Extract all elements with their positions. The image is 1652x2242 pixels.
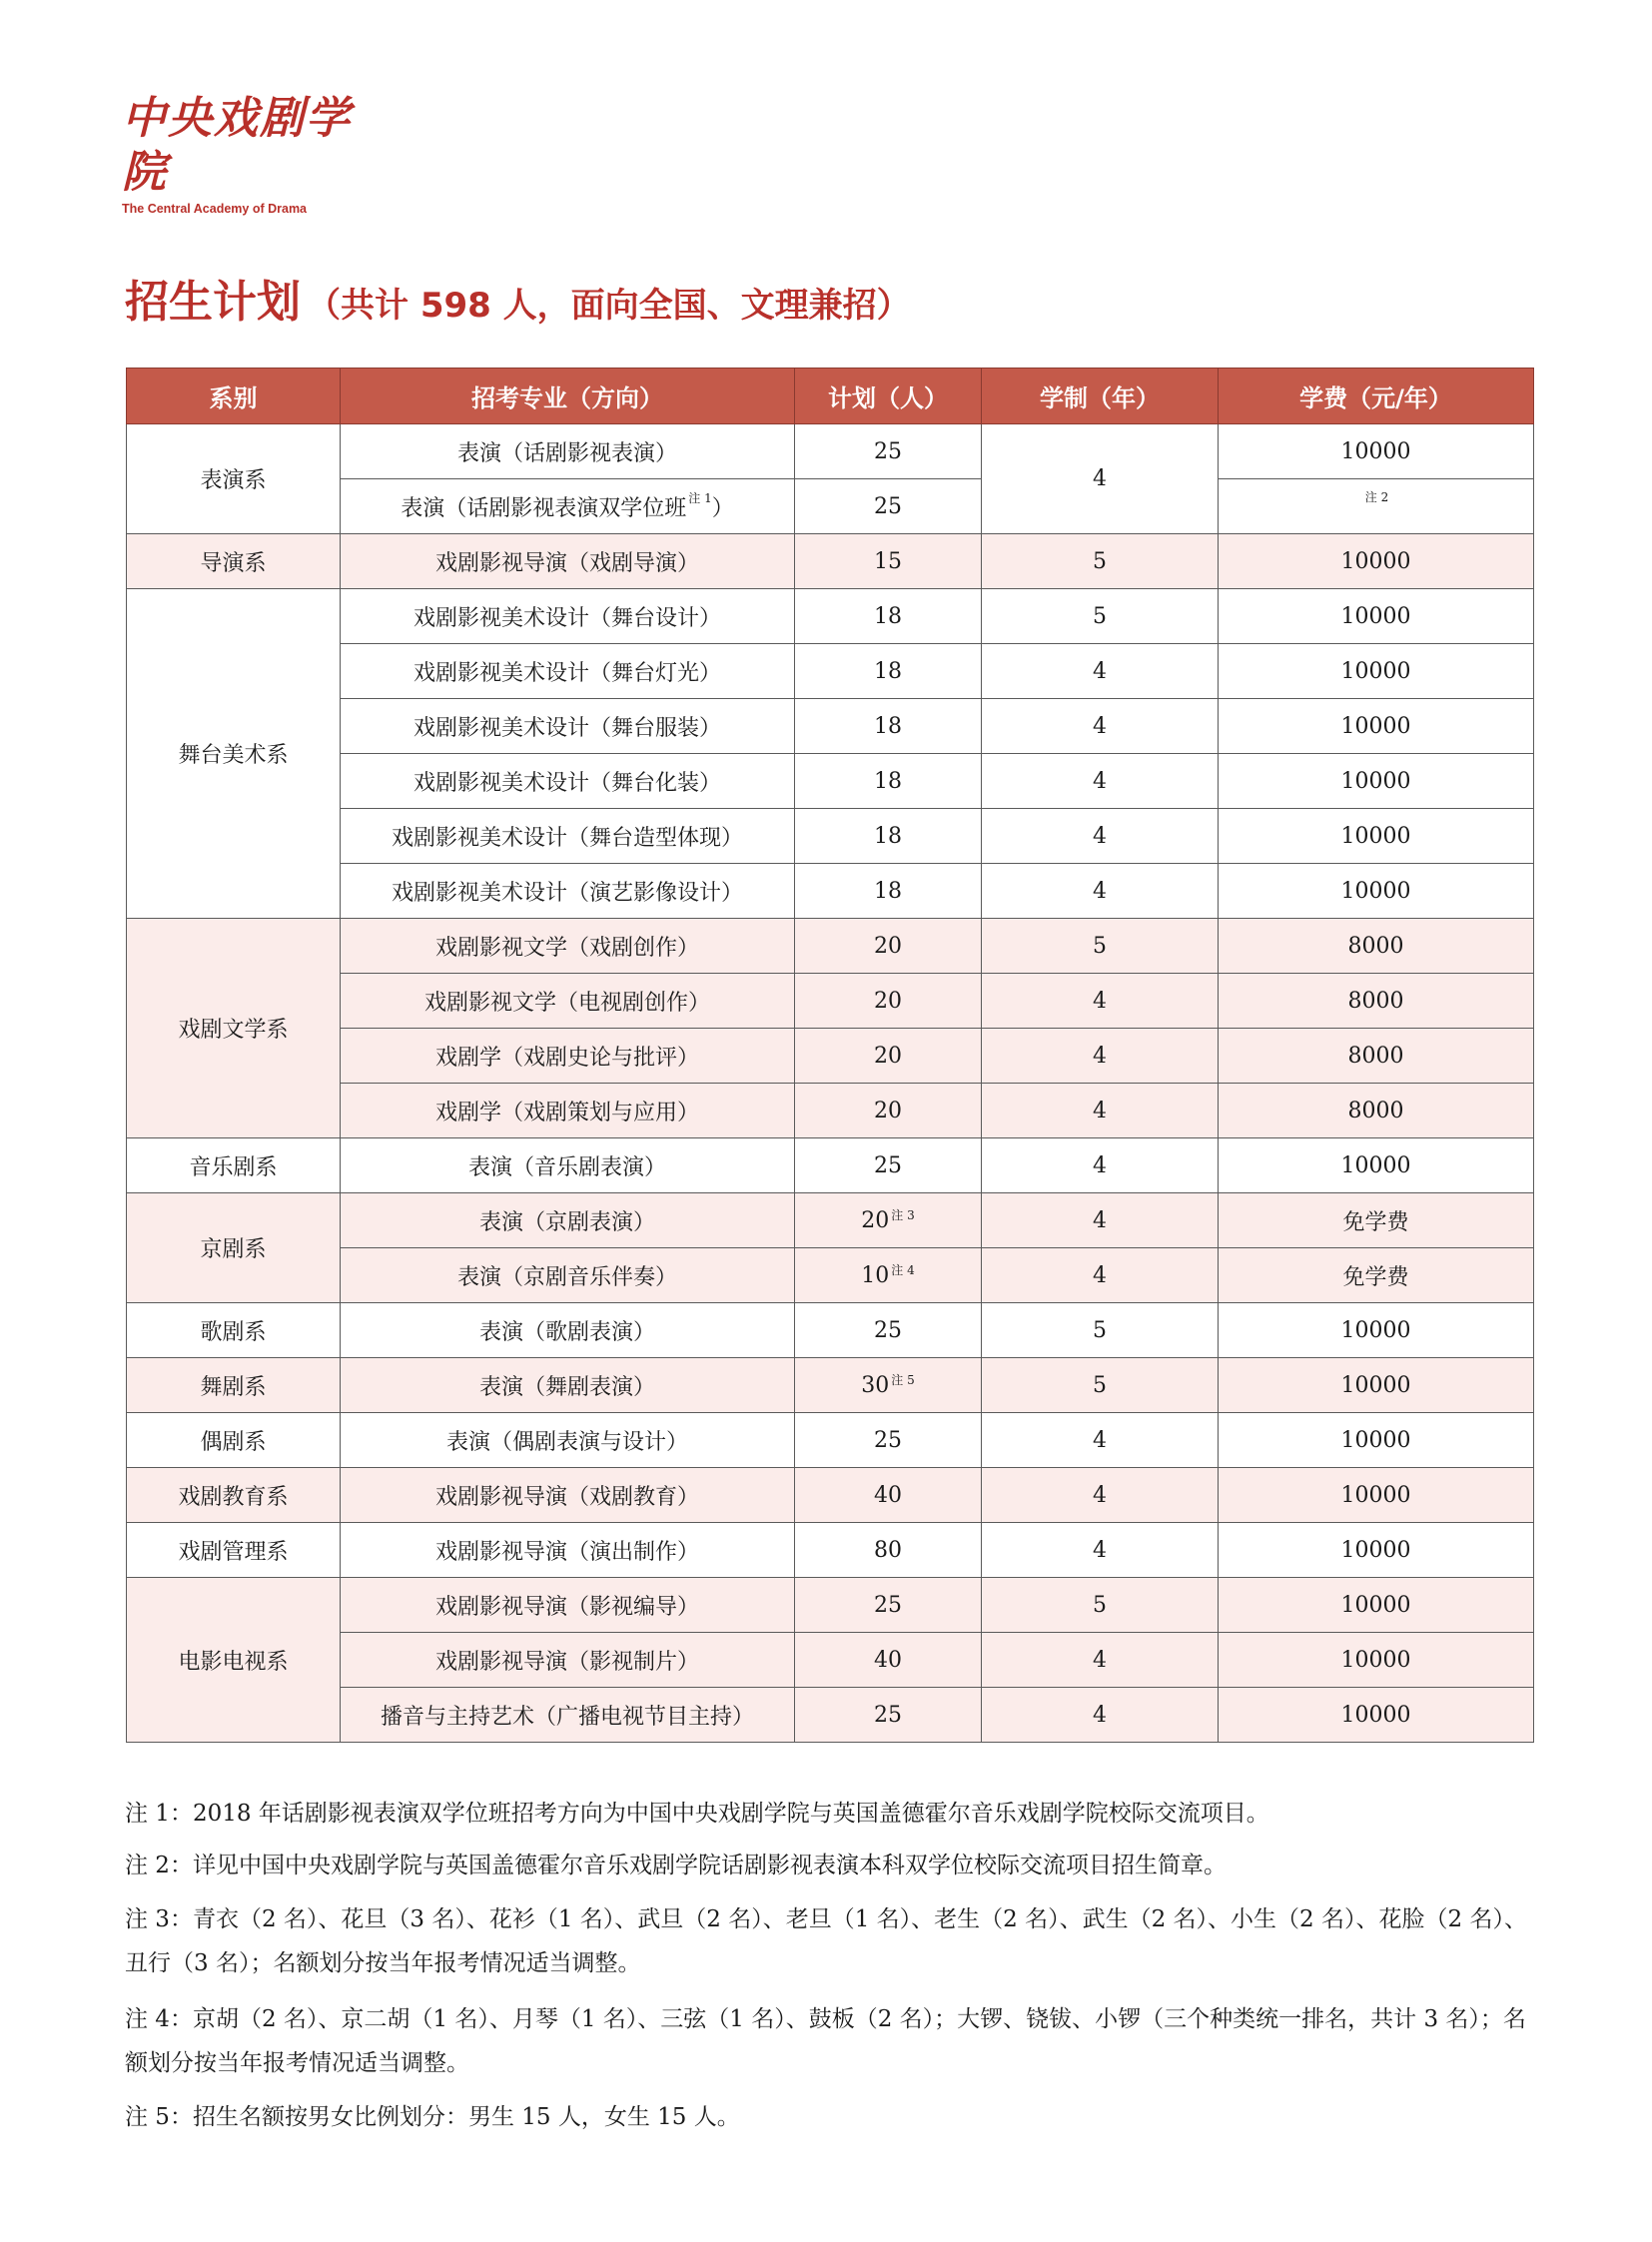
major-cell: 戏剧影视美术设计（演艺影像设计） — [341, 864, 795, 919]
footnote-ref: 注 3 — [891, 1207, 915, 1222]
fee-cell: 10000 — [1219, 1358, 1534, 1413]
years-cell: 4 — [982, 1084, 1219, 1138]
table-row — [127, 1578, 1534, 1633]
plan-cell — [795, 1248, 982, 1303]
plan-value: 10 — [861, 1262, 890, 1288]
dept-cell: 戏剧教育系 — [127, 1468, 341, 1523]
dept-cell: 表演系 — [127, 424, 341, 534]
major-text: 表演（话剧影视表演双学位班 — [401, 495, 687, 521]
years-cell: 5 — [982, 1303, 1219, 1358]
table-row — [127, 1303, 1534, 1358]
table-row — [127, 1358, 1534, 1413]
years-cell: 4 — [982, 1468, 1219, 1523]
plan-cell: 25 — [795, 1578, 982, 1633]
table-row — [127, 1468, 1534, 1523]
fee-cell: 免学费 — [1219, 1193, 1534, 1248]
years-cell: 4 — [982, 699, 1219, 754]
major-cell: 表演（音乐剧表演） — [341, 1138, 795, 1193]
plan-cell: 40 — [795, 1468, 982, 1523]
header-plan: 计划（人） — [795, 369, 982, 424]
years-cell: 4 — [982, 424, 1219, 534]
major-cell: 戏剧影视文学（戏剧创作） — [341, 919, 795, 974]
years-cell: 4 — [982, 1193, 1219, 1248]
plan-cell: 25 — [795, 479, 982, 534]
major-cell: 表演（歌剧表演） — [341, 1303, 795, 1358]
fee-cell: 10000 — [1219, 1633, 1534, 1688]
fee-cell: 10000 — [1219, 1578, 1534, 1633]
fee-cell: 8000 — [1219, 974, 1534, 1029]
fee-cell: 10000 — [1219, 534, 1534, 589]
major-cell: 戏剧影视导演（戏剧导演） — [341, 534, 795, 589]
logo-name-cn: 中央戏剧学院 — [122, 93, 352, 198]
plan-cell: 20 — [795, 1084, 982, 1138]
title-main: 招生计划 — [125, 277, 301, 328]
plan-cell: 40 — [795, 1633, 982, 1688]
fee-cell: 10000 — [1219, 699, 1534, 754]
dept-cell: 舞剧系 — [127, 1358, 341, 1413]
major-cell: 播音与主持艺术（广播电视节目主持） — [341, 1688, 795, 1743]
enrollment-table — [126, 368, 1534, 1743]
fee-cell: 10000 — [1219, 1468, 1534, 1523]
footnote-ref: 注 5 — [891, 1372, 915, 1387]
major-cell: 戏剧影视美术设计（舞台造型体现） — [341, 809, 795, 864]
plan-cell — [795, 1358, 982, 1413]
major-cell: 表演（偶剧表演与设计） — [341, 1413, 795, 1468]
academy-logo — [122, 92, 372, 216]
plan-cell: 18 — [795, 699, 982, 754]
major-cell: 戏剧影视文学（电视剧创作） — [341, 974, 795, 1029]
header-years: 学制（年） — [982, 369, 1219, 424]
footnote-2: 注 2：详见中国中央戏剧学院与英国盖德霍尔音乐戏剧学院话剧影视表演本科双学位校际交流项目招生简章。 — [125, 1853, 1227, 1878]
table-row — [127, 919, 1534, 974]
plan-cell — [795, 1193, 982, 1248]
plan-cell: 25 — [795, 1138, 982, 1193]
plan-cell: 18 — [795, 809, 982, 864]
years-cell: 5 — [982, 589, 1219, 644]
years-cell: 4 — [982, 1633, 1219, 1688]
header-major: 招考专业（方向） — [341, 369, 795, 424]
years-cell: 5 — [982, 1578, 1219, 1633]
major-cell: 表演（舞剧表演） — [341, 1358, 795, 1413]
fee-cell: 10000 — [1219, 644, 1534, 699]
plan-cell: 18 — [795, 589, 982, 644]
fee-cell — [1219, 479, 1534, 534]
years-cell: 4 — [982, 1138, 1219, 1193]
years-cell: 4 — [982, 1523, 1219, 1578]
footnote-ref: 注 1 — [688, 490, 712, 505]
plan-cell: 20 — [795, 919, 982, 974]
plan-cell: 20 — [795, 974, 982, 1029]
page-title — [125, 266, 911, 330]
years-cell: 5 — [982, 1358, 1219, 1413]
fee-cell: 8000 — [1219, 1084, 1534, 1138]
fee-cell: 10000 — [1219, 754, 1534, 809]
footnotes — [125, 1794, 1543, 2149]
footnote-ref: 注 4 — [891, 1262, 915, 1277]
fee-cell: 10000 — [1219, 424, 1534, 479]
major-cell: 戏剧学（戏剧史论与批评） — [341, 1029, 795, 1084]
years-cell: 4 — [982, 809, 1219, 864]
fee-cell: 10000 — [1219, 1688, 1534, 1743]
major-text-tail: ） — [711, 495, 734, 521]
fee-cell: 10000 — [1219, 1523, 1534, 1578]
table-row — [127, 1413, 1534, 1468]
dept-cell: 京剧系 — [127, 1193, 341, 1303]
years-cell: 4 — [982, 1029, 1219, 1084]
major-cell: 戏剧影视导演（影视编导） — [341, 1578, 795, 1633]
plan-cell: 18 — [795, 754, 982, 809]
table-row — [127, 1193, 1534, 1248]
table-row — [127, 424, 1534, 479]
fee-cell: 10000 — [1219, 864, 1534, 919]
major-cell: 戏剧影视美术设计（舞台服装） — [341, 699, 795, 754]
years-cell: 4 — [982, 1688, 1219, 1743]
fee-cell: 10000 — [1219, 809, 1534, 864]
plan-cell: 25 — [795, 1413, 982, 1468]
years-cell: 4 — [982, 644, 1219, 699]
plan-cell: 25 — [795, 1688, 982, 1743]
years-cell: 5 — [982, 919, 1219, 974]
major-cell: 表演（京剧音乐伴奏） — [341, 1248, 795, 1303]
years-cell: 4 — [982, 1413, 1219, 1468]
major-cell: 戏剧影视美术设计（舞台设计） — [341, 589, 795, 644]
years-cell: 4 — [982, 864, 1219, 919]
fee-cell: 10000 — [1219, 589, 1534, 644]
fee-cell: 8000 — [1219, 919, 1534, 974]
plan-cell: 25 — [795, 424, 982, 479]
plan-cell: 80 — [795, 1523, 982, 1578]
plan-cell: 18 — [795, 864, 982, 919]
plan-cell: 18 — [795, 644, 982, 699]
dept-cell: 歌剧系 — [127, 1303, 341, 1358]
major-cell: 戏剧影视美术设计（舞台化装） — [341, 754, 795, 809]
plan-cell: 15 — [795, 534, 982, 589]
years-cell: 5 — [982, 534, 1219, 589]
dept-cell: 电影电视系 — [127, 1578, 341, 1743]
table-row — [127, 534, 1534, 589]
dept-cell: 偶剧系 — [127, 1413, 341, 1468]
major-cell: 戏剧学（戏剧策划与应用） — [341, 1084, 795, 1138]
fee-cell: 10000 — [1219, 1303, 1534, 1358]
title-subtitle: （共计 598 人，面向全国、文理兼招） — [307, 286, 911, 326]
major-cell — [341, 479, 795, 534]
fee-cell: 10000 — [1219, 1413, 1534, 1468]
footnote-4: 注 4：京胡（2 名）、京二胡（1 名）、月琴（1 名）、三弦（1 名）、鼓板（2 名）；大锣、铙钹、小锣（三个种类统一排名，共计 3 名）；名额划分按当年报考情况适当调整。 — [125, 2006, 1526, 2076]
dept-cell: 舞台美术系 — [127, 589, 341, 919]
table-row — [127, 589, 1534, 644]
footnote-ref: 注 2 — [1364, 489, 1389, 504]
plan-value: 30 — [861, 1372, 890, 1398]
header-dept: 系别 — [127, 369, 341, 424]
major-cell: 表演（话剧影视表演） — [341, 424, 795, 479]
footnote-1: 注 1：2018 年话剧影视表演双学位班招考方向为中国中央戏剧学院与英国盖德霍尔音乐戏剧学院校际交流项目。 — [125, 1801, 1269, 1827]
dept-cell: 音乐剧系 — [127, 1138, 341, 1193]
table-header-row — [127, 369, 1534, 424]
years-cell: 4 — [982, 974, 1219, 1029]
major-cell: 戏剧影视导演（影视制片） — [341, 1633, 795, 1688]
major-cell: 戏剧影视导演（演出制作） — [341, 1523, 795, 1578]
footnote-5: 注 5：招生名额按男女比例划分：男生 15 人，女生 15 人。 — [125, 2104, 740, 2130]
years-cell: 4 — [982, 1248, 1219, 1303]
footnote-3: 注 3：青衣（2 名）、花旦（3 名）、花衫（1 名）、武旦（2 名）、老旦（1 名）、老生（2 名）、武生（2 名）、小生（2 名）、花脸（2 名）、丑行（3 名）；名额划分按当年报考情况适当调整。 — [125, 1906, 1527, 1976]
dept-cell: 戏剧管理系 — [127, 1523, 341, 1578]
header-fee: 学费（元/年） — [1219, 369, 1534, 424]
plan-cell: 25 — [795, 1303, 982, 1358]
plan-value: 20 — [861, 1207, 890, 1233]
table-row — [127, 1523, 1534, 1578]
dept-cell: 戏剧文学系 — [127, 919, 341, 1138]
years-cell: 4 — [982, 754, 1219, 809]
plan-cell: 20 — [795, 1029, 982, 1084]
dept-cell: 导演系 — [127, 534, 341, 589]
major-cell: 表演（京剧表演） — [341, 1193, 795, 1248]
fee-cell: 免学费 — [1219, 1248, 1534, 1303]
logo-name-en: The Central Academy of Drama — [122, 202, 308, 216]
fee-cell: 10000 — [1219, 1138, 1534, 1193]
major-cell: 戏剧影视美术设计（舞台灯光） — [341, 644, 795, 699]
fee-cell: 8000 — [1219, 1029, 1534, 1084]
major-cell: 戏剧影视导演（戏剧教育） — [341, 1468, 795, 1523]
table-row — [127, 1138, 1534, 1193]
